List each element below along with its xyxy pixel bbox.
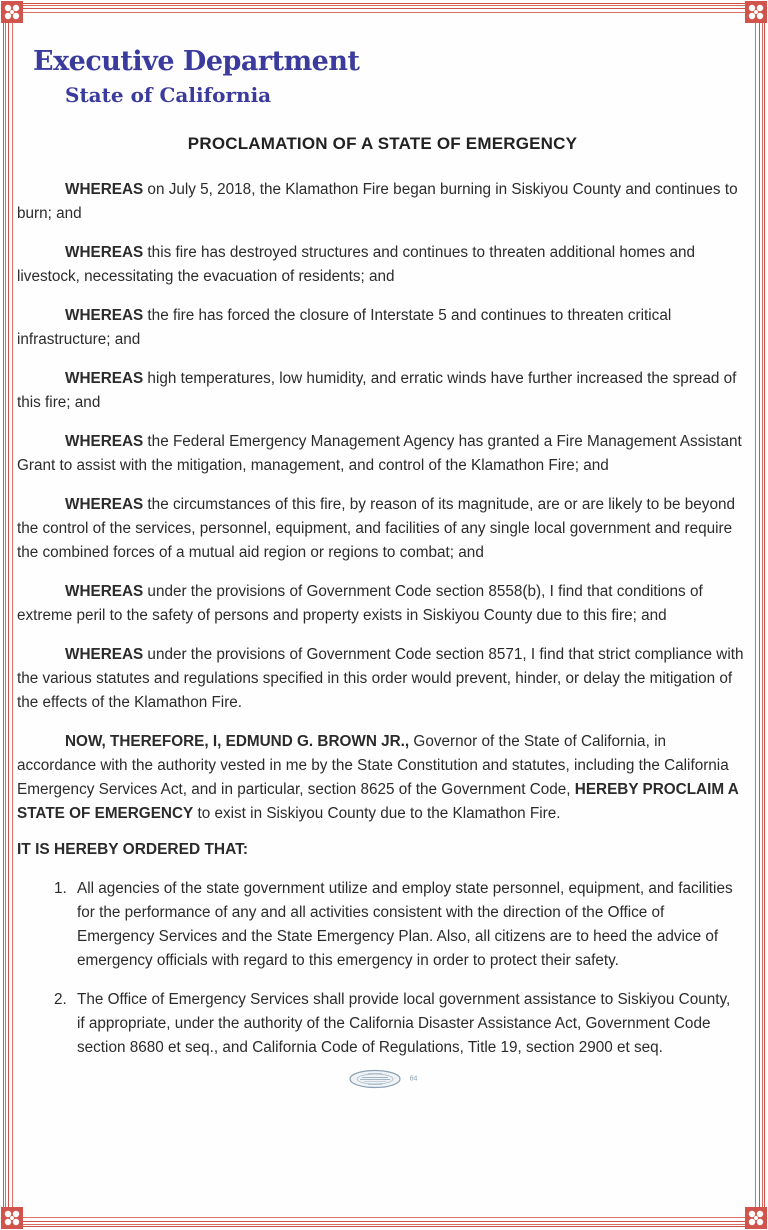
seal-row (17, 1068, 748, 1090)
order-item (54, 877, 734, 973)
paragraph (17, 241, 748, 289)
order-number: 1. (54, 880, 67, 897)
paragraph (17, 178, 748, 226)
order-text: The Office of Emergency Services shall provide local government assistance to Siskiyou County, if appropriate, under the authority of the California Disaster Assistance Act, Government Code section 8680 et seq., and California Code of Regulations, Title 19, section 2900 et seq. (77, 991, 731, 1056)
paragraph-bold-text: HEREBY PROCLAIM A STATE OF EMERGENCY (17, 781, 739, 822)
paragraph (17, 580, 748, 628)
paragraph-text: this fire has destroyed structures and continues to threaten additional homes and livestock, necessitating the evacuation of residents; and (17, 244, 696, 285)
paragraph-bold-text: WHEREAS (65, 583, 144, 600)
paragraph-bold-text: WHEREAS (65, 433, 144, 450)
paragraph-bold-text: WHEREAS (65, 646, 144, 663)
paragraph-text: on July 5, 2018, the Klamathon Fire began burning in Siskiyou County and continues to burn; and (17, 181, 738, 222)
order-item (54, 988, 734, 1060)
paragraph (17, 430, 748, 478)
body-paragraphs (17, 178, 748, 826)
paragraph-text: the circumstances of this fire, by reason of its magnitude, are or are likely to be beyond the control of the services, personnel, equipment, and facilities of any single local government and require the combined forces of a mutual aid region or regions to combat; and (17, 496, 735, 561)
union-printing-label-seal-icon (348, 1068, 410, 1090)
order-list (17, 877, 748, 1060)
ordered-heading: IT IS HEREBY ORDERED THAT: (17, 841, 249, 858)
paragraph-bold-text: WHEREAS (65, 496, 144, 513)
order-number: 2. (54, 991, 67, 1008)
letterhead-department: Executive Department (33, 46, 360, 77)
paragraph-text: high temperatures, low humidity, and erratic winds have further increased the spread of this fire; and (17, 370, 737, 411)
paragraph (17, 493, 748, 565)
paragraph-text: under the provisions of Government Code section 8571, I find that strict compliance with the various statutes and regulations specified in this order would prevent, hinder, or delay the mitigation of the effects of the Klamathon Fire. (17, 646, 744, 711)
paragraph-bold-text: WHEREAS (65, 181, 144, 198)
paragraph-text: the Federal Emergency Management Agency has granted a Fire Management Assistant Grant to assist with the mitigation, management, and control of the Klamathon Fire; and (17, 433, 742, 474)
paragraph (17, 304, 748, 352)
paragraph (17, 367, 748, 415)
order-text: All agencies of the state government utilize and employ state personnel, equipment, and facilities for the performance of any and all activities consistent with the direction of the Office of Emergency Services and the State Emergency Plan. Also, all citizens are to heed the advice of emergency officials with regard to this emergency in order to protect their safety. (77, 880, 733, 969)
paragraph-text: the fire has forced the closure of Interstate 5 and continues to threaten critical infrastructure; and (17, 307, 672, 348)
paragraph-bold-text: WHEREAS (65, 307, 144, 324)
paragraph (17, 643, 748, 715)
paragraph-text: Governor of the State of California, in accordance with the authority vested in me by the State Constitution and statutes, including the California Emergency Services Act, and in particular, section 8625 of the Government Code, (17, 733, 729, 798)
letterhead-state: State of California (65, 83, 272, 107)
document-title: PROCLAMATION OF A STATE OF EMERGENCY (187, 134, 578, 153)
paragraph-text: to exist in Siskiyou County due to the Klamathon Fire. (193, 805, 561, 822)
paragraph (17, 730, 748, 826)
seal-number: 64 (409, 1075, 418, 1083)
paragraph-bold-text: WHEREAS (65, 244, 144, 261)
paragraph-text: under the provisions of Government Code section 8558(b), I find that conditions of extreme peril to the safety of persons and property exists in Siskiyou County due to this fire; and (17, 583, 703, 624)
paragraph-bold-text: NOW, THEREFORE, I, EDMUND G. BROWN JR., (65, 733, 410, 750)
paragraph-bold-text: WHEREAS (65, 370, 144, 387)
